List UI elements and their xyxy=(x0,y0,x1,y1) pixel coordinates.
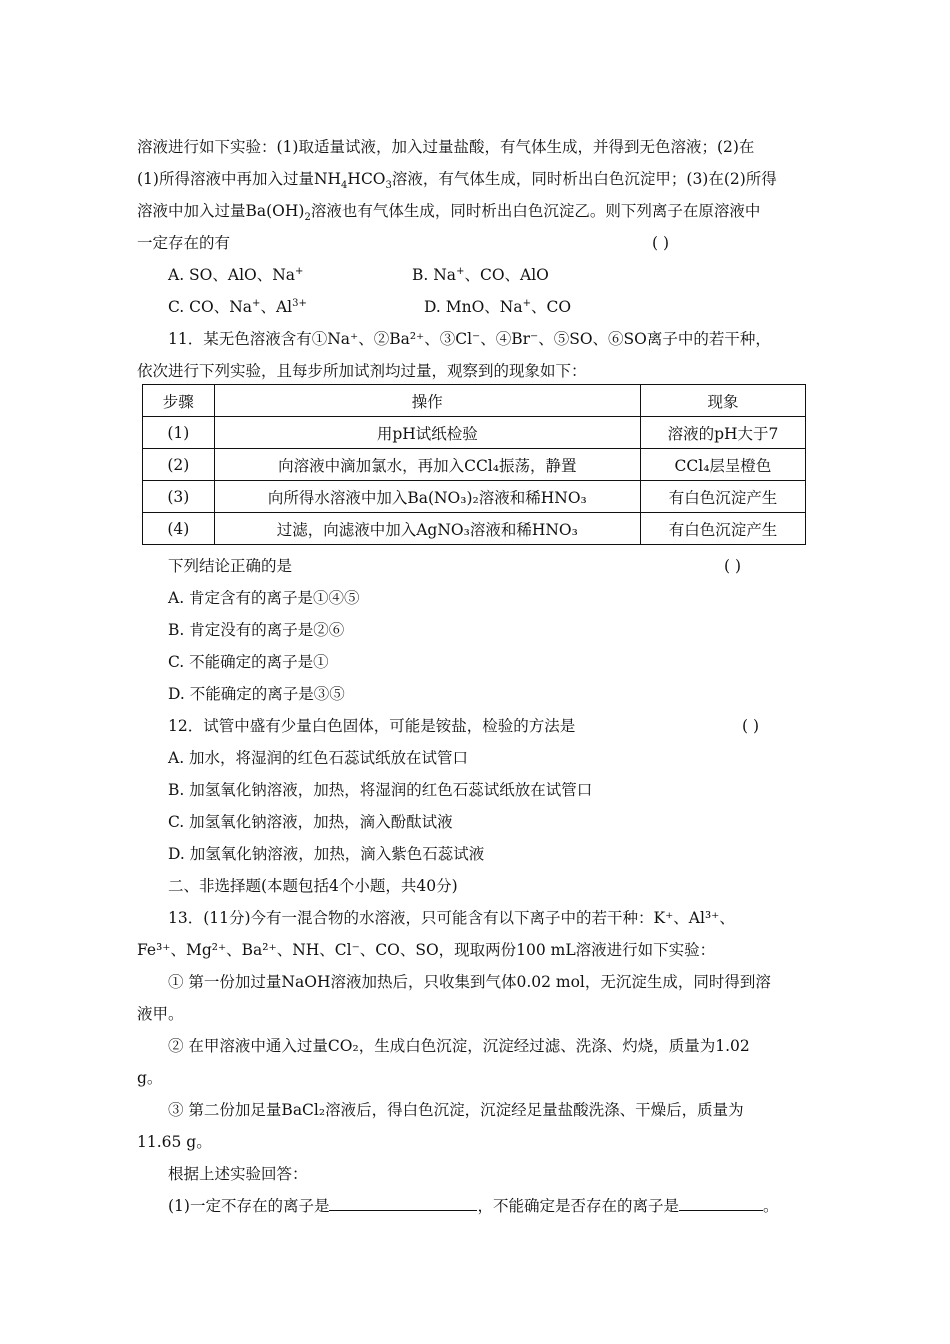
q11-option-b: B. 肯定没有的离子是②⑥ xyxy=(168,621,345,639)
q13-answer-intro: 根据上述实验回答： xyxy=(168,1165,308,1183)
experiment-table xyxy=(142,384,806,545)
row-result: 有白色沉淀产生 xyxy=(640,481,805,513)
table-row xyxy=(143,481,806,513)
row-result: 溶液的pH大于7 xyxy=(640,417,805,449)
q11-option-c: C. 不能确定的离子是① xyxy=(168,653,329,671)
intro-line-3: 溶液中加入过量$Ba(OH)_2$溶液也有气体生成，同时析出白色沉淀乙。则下列离子在原溶液中 xyxy=(137,202,761,224)
row-operation: 用pH试纸检验 xyxy=(214,417,640,449)
q10-option-b: B. Na+、CO、AlO xyxy=(412,265,549,284)
table-row xyxy=(143,449,806,481)
q13-exp-2-cont: g。 xyxy=(137,1069,163,1087)
table-header-row xyxy=(143,385,806,417)
row-operation: 向溶液中滴加氯水，再加入CCl₄振荡，静置 xyxy=(214,449,640,481)
row-step: (2) xyxy=(143,449,215,481)
row-result: 有白色沉淀产生 xyxy=(640,513,805,545)
q10-option-a: A. SO、AlO、Na+ xyxy=(168,265,304,284)
table-row xyxy=(143,417,806,449)
q12-option-c: C. 加氢氧化钠溶液，加热，滴入酚酞试液 xyxy=(168,813,453,831)
q12-option-d: D. 加氢氧化钠溶液，加热，滴入紫色石蕊试液 xyxy=(168,845,485,863)
q13-exp-3: ③ 第二份加足量BaCl₂溶液后，得白色沉淀，沉淀经足量盐酸洗涤、干燥后，质量为 xyxy=(168,1101,744,1119)
header-step: 步骤 xyxy=(143,385,215,417)
q10-option-c: C. CO、Na+、$Al^{3+}$ xyxy=(168,297,307,316)
q13-stem-2: Fe³⁺、Mg²⁺、Ba²⁺、NH、Cl⁻、CO、SO，现取两份100 mL溶液进行如下实验： xyxy=(137,941,716,959)
intro-line-1: 溶液进行如下实验：(1)取适量试液，加入过量盐酸，有气体生成，并得到无色溶液；(2)在 xyxy=(137,138,755,156)
table-row xyxy=(143,513,806,545)
q13-exp-1: ① 第一份加过量NaOH溶液加热后，只收集到气体0.02 mol，无沉淀生成，同时得到溶 xyxy=(168,973,771,991)
header-operation: 操作 xyxy=(214,385,640,417)
answer-paren-12: ( ) xyxy=(742,717,760,735)
q11-stem-1: 11．某无色溶液含有①Na⁺、②Ba²⁺、③Cl⁻、④Br⁻、⑤SO、⑥SO离子中的若干种， xyxy=(168,330,771,348)
row-operation: 向所得水溶液中加入Ba(NO₃)₂溶液和稀HNO₃ xyxy=(214,481,640,513)
q11-option-a: A. 肯定含有的离子是①④⑤ xyxy=(168,589,360,607)
q11-stem-2: 依次进行下列实验，且每步所加试剂均过量，观察到的现象如下： xyxy=(137,362,587,380)
q13-stem-1: 13．(11分)今有一混合物的水溶液，只可能含有以下离子中的若干种：K⁺、Al³⁺、 xyxy=(168,909,735,927)
section-heading: 二、非选择题(本题包括4个小题，共40分) xyxy=(168,877,458,895)
q12-option-b: B. 加氢氧化钠溶液，加热，将湿润的红色石蕊试纸放在试管口 xyxy=(168,781,593,799)
q13-exp-1-cont: 液甲。 xyxy=(137,1005,184,1023)
intro-line-2: (1)所得溶液中再加入过量$NH_4HCO_3$溶液，有气体生成，同时析出白色沉淀甲；(3)在(2)所得 xyxy=(137,170,777,192)
row-result: CCl₄层呈橙色 xyxy=(640,449,805,481)
q12-stem: 12．试管中盛有少量白色固体，可能是铵盐，检验的方法是 xyxy=(168,717,576,735)
row-step: (1) xyxy=(143,417,215,449)
row-step: (4) xyxy=(143,513,215,545)
q10-option-d: D. MnO、Na+、CO xyxy=(424,297,572,316)
intro-line-4: 一定存在的有 xyxy=(137,234,231,252)
answer-blank[interactable] xyxy=(329,1196,477,1211)
answer-paren-11: ( ) xyxy=(724,557,742,575)
q13-exp-2: ② 在甲溶液中通入过量CO₂，生成白色沉淀，沉淀经过滤、洗涤、灼烧，质量为1.02 xyxy=(168,1037,750,1055)
row-step: (3) xyxy=(143,481,215,513)
answer-paren-10: ( ) xyxy=(652,234,670,252)
header-result: 现象 xyxy=(640,385,805,417)
q13-sub-1: (1)一定不存在的离子是 ，不能确定是否存在的离子是 。 xyxy=(168,1197,779,1215)
q13-exp-3-cont: 11.65 g。 xyxy=(137,1133,212,1151)
row-operation: 过滤，向滤液中加入AgNO₃溶液和稀HNO₃ xyxy=(214,513,640,545)
q11-option-d: D. 不能确定的离子是③⑤ xyxy=(168,685,345,703)
q11-question: 下列结论正确的是 xyxy=(168,557,293,575)
q12-option-a: A. 加水，将湿润的红色石蕊试纸放在试管口 xyxy=(168,749,469,767)
answer-blank[interactable] xyxy=(679,1196,763,1211)
